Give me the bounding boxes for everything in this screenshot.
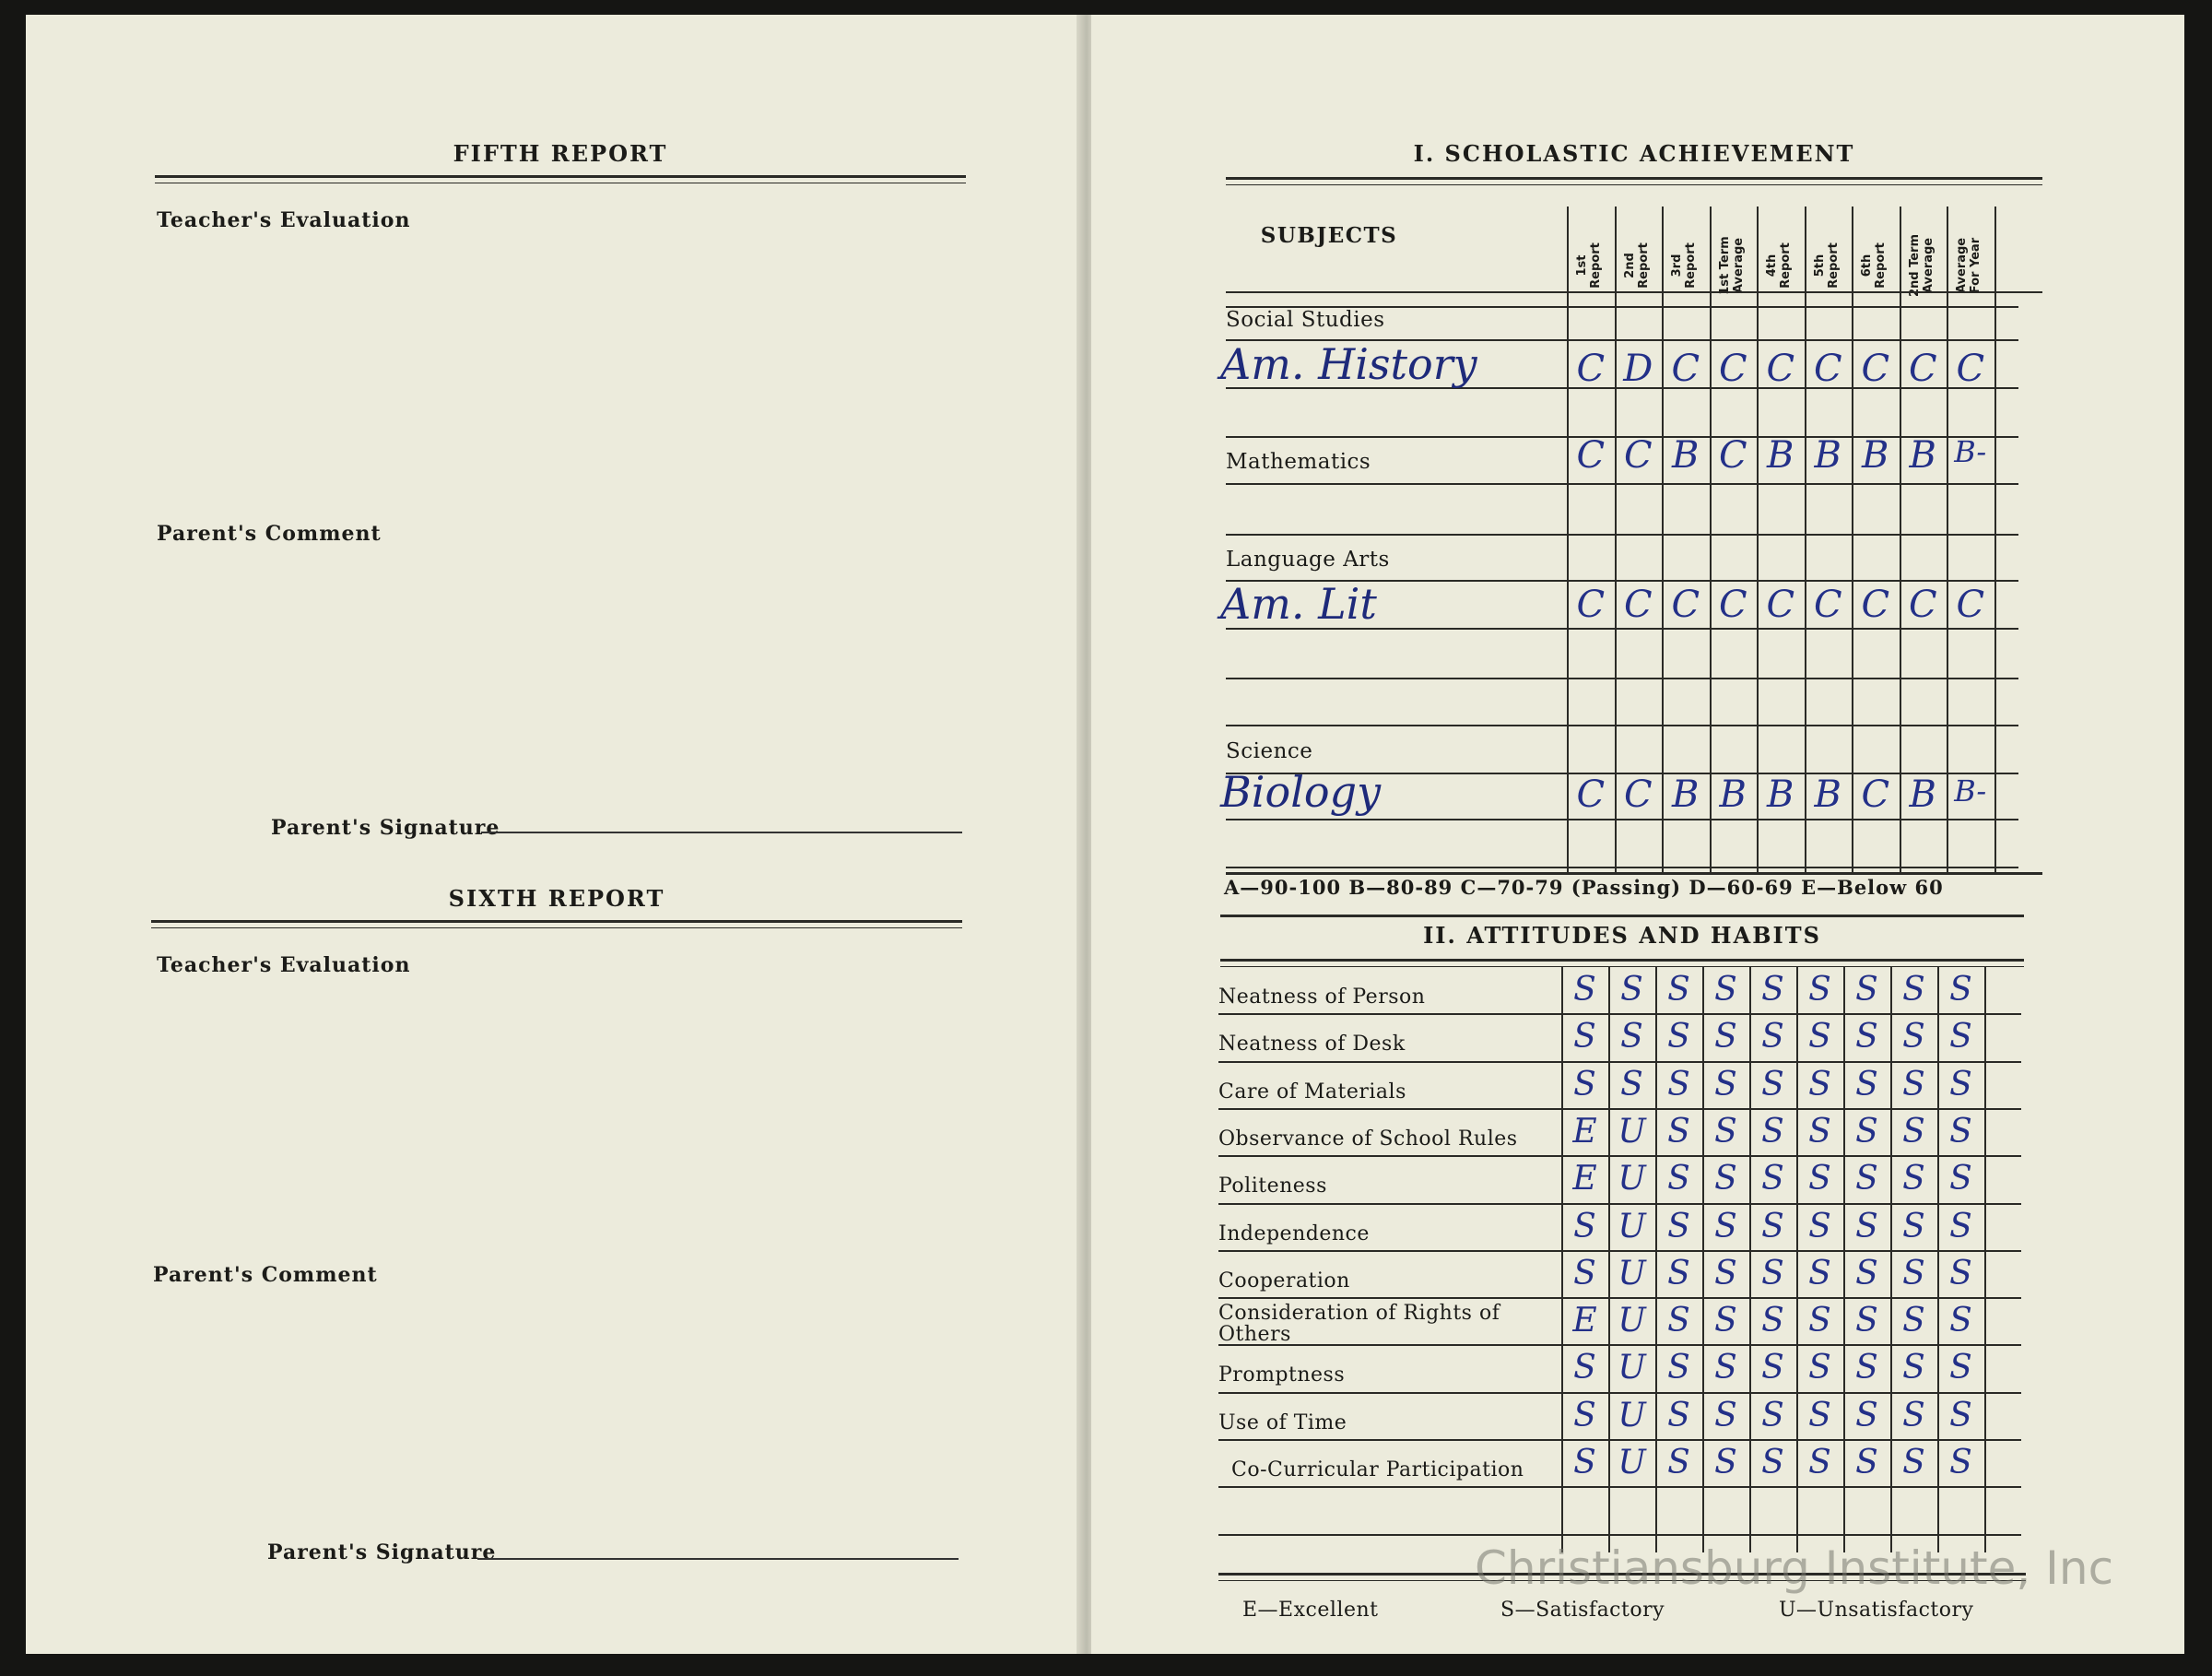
column-header	[1853, 210, 1897, 321]
habit-grade-mark: S	[1573, 1444, 1596, 1481]
habit-row-line	[1218, 1534, 2021, 1536]
habit-grade-mark: S	[1855, 1444, 1878, 1481]
habit-grade-mark: S	[1949, 1018, 1972, 1056]
habit-grade-mark: U	[1618, 1160, 1646, 1198]
habit-grade-mark: S	[1761, 1254, 1784, 1292]
habit-grade-mark: S	[1808, 1018, 1831, 1056]
habit-row-line	[1218, 1155, 2021, 1157]
column-header-label: 1st Report	[1575, 242, 1603, 289]
habit-grade-mark: S	[1808, 1302, 1831, 1340]
sixth-parent-signature-label: Parent's Signature	[267, 1540, 497, 1564]
habit-grade-mark: S	[1902, 971, 1925, 1009]
habit-grade-mark: S	[1667, 1207, 1690, 1245]
habit-grade-mark: S	[1949, 1254, 1972, 1292]
grade-mark: B-	[1954, 773, 1987, 808]
sixth-teacher-evaluation-label: Teacher's Evaluation	[157, 953, 411, 977]
habit-grade-mark: S	[1761, 1444, 1784, 1481]
habit-grade-mark: S	[1808, 1112, 1831, 1151]
habit-grade-mark: S	[1620, 1018, 1643, 1056]
grade-mark: C	[1576, 348, 1606, 390]
habit-grade-mark: S	[1761, 1396, 1784, 1434]
habit-grade-mark: S	[1808, 1254, 1831, 1292]
habit-grade-mark: S	[1855, 1207, 1878, 1245]
column-header-label: 3rd Report	[1670, 242, 1698, 289]
grade-mark: C	[1671, 584, 1700, 626]
habit-grade-mark: S	[1855, 1302, 1878, 1340]
habit-grade-mark: S	[1667, 1160, 1690, 1198]
subject-handwritten: Am. Lit	[1220, 579, 1377, 629]
habit-grade-mark: U	[1618, 1112, 1646, 1151]
habit-grade-mark: S	[1902, 1444, 1925, 1481]
grade-mark: C	[1718, 348, 1747, 390]
fifth-teacher-evaluation-label: Teacher's Evaluation	[157, 208, 411, 232]
habit-grade-mark: S	[1573, 971, 1596, 1009]
grade-mark: B	[1909, 434, 1936, 477]
habit-grade-mark: S	[1855, 1112, 1878, 1151]
sixth-parent-comment-label: Parent's Comment	[153, 1263, 378, 1287]
habit-grade-mark: S	[1714, 1302, 1737, 1340]
column-header-label: 6th Report	[1860, 242, 1888, 289]
grade-mark: B	[1672, 773, 1700, 816]
habit-grade-mark: S	[1902, 1302, 1925, 1340]
habit-label: Cooperation	[1218, 1269, 1350, 1292]
habit-label: Politeness	[1218, 1174, 1327, 1198]
habit-grade-mark: S	[1667, 1302, 1690, 1340]
habit-grade-mark: S	[1714, 1444, 1737, 1481]
subject-category-label: Social Studies	[1226, 308, 1385, 332]
habit-grade-mark: S	[1949, 1160, 1972, 1198]
column-header	[1663, 210, 1707, 321]
subject-handwritten: Biology	[1220, 767, 1382, 817]
grade-mark: B	[1672, 434, 1700, 477]
habit-grade-mark: S	[1808, 1396, 1831, 1434]
habit-grade-mark: U	[1618, 1254, 1646, 1292]
habit-grade-mark: S	[1761, 1112, 1784, 1151]
grade-mark: D	[1623, 348, 1653, 390]
habit-grade-mark: S	[1902, 1160, 1925, 1198]
habit-grade-mark: S	[1949, 971, 1972, 1009]
sixth-report-title: SIXTH REPORT	[448, 885, 665, 912]
habit-column-line	[1984, 966, 1986, 1552]
grade-mark: B	[1767, 434, 1794, 477]
habit-row-line	[1218, 1439, 2021, 1441]
habit-row-line	[1218, 1013, 2021, 1015]
column-header	[1568, 210, 1612, 321]
grade-mark: B	[1767, 773, 1794, 816]
subject-category-label: Science	[1226, 739, 1313, 763]
habit-grade-mark: S	[1573, 1396, 1596, 1434]
habit-grade-mark: S	[1714, 1112, 1737, 1151]
habit-grade-mark: S	[1902, 1254, 1925, 1292]
grid-bottom-line	[1226, 872, 2042, 875]
habit-label: Use of Time	[1218, 1410, 1347, 1434]
grade-mark: B	[1862, 434, 1889, 477]
habit-grade-mark: S	[1667, 1018, 1690, 1056]
grid-line	[1226, 725, 2018, 726]
grade-mark: C	[1861, 773, 1890, 816]
grade-mark: C	[1718, 584, 1747, 626]
habit-grade-mark: S	[1573, 1065, 1596, 1104]
habit-row-line	[1218, 1061, 2021, 1063]
habit-grade-mark: S	[1855, 971, 1878, 1009]
habit-grade-mark: S	[1949, 1207, 1972, 1245]
habit-grade-mark: S	[1667, 971, 1690, 1009]
habit-grade-mark: E	[1572, 1302, 1597, 1340]
grade-mark: C	[1623, 584, 1653, 626]
habit-label: Observance of School Rules	[1218, 1127, 1518, 1151]
fifth-report-title: FIFTH REPORT	[453, 140, 668, 167]
sixth-report-rule	[151, 920, 962, 928]
sixth-signature-line[interactable]	[477, 1558, 959, 1560]
habit-grade-mark: S	[1761, 971, 1784, 1009]
attitudes-title: II. ATTITUDES AND HABITS	[1423, 922, 1821, 949]
habit-grade-mark: S	[1714, 971, 1737, 1009]
habit-grade-mark: U	[1618, 1349, 1646, 1387]
column-header-label: Average For Year	[1955, 237, 1983, 294]
subject-handwritten: Am. History	[1220, 339, 1477, 389]
habit-grade-mark: S	[1761, 1160, 1784, 1198]
column-header-label: 2nd Term Average	[1907, 233, 1936, 298]
habit-grade-mark: S	[1667, 1444, 1690, 1481]
habit-grade-mark: S	[1761, 1349, 1784, 1387]
grade-mark: C	[1861, 584, 1890, 626]
grade-mark: C	[1908, 584, 1937, 626]
habit-row-line	[1218, 1297, 2021, 1299]
habit-grade-mark: S	[1855, 1349, 1878, 1387]
habit-row-line	[1218, 1108, 2021, 1110]
grade-mark: C	[1908, 348, 1937, 390]
habit-grade-mark: E	[1572, 1160, 1597, 1198]
grade-mark: C	[1956, 584, 1985, 626]
grade-mark: C	[1813, 584, 1842, 626]
habit-grade-mark: U	[1618, 1396, 1646, 1434]
habit-grade-mark: S	[1808, 1160, 1831, 1198]
habit-grade-mark: U	[1618, 1444, 1646, 1481]
grade-mark: C	[1576, 434, 1606, 477]
subject-category-label: Language Arts	[1226, 548, 1390, 572]
habit-row-line	[1218, 1392, 2021, 1394]
habit-grade-mark: S	[1855, 1254, 1878, 1292]
grade-mark: B-	[1954, 434, 1987, 469]
habit-row-line	[1218, 1203, 2021, 1205]
habit-grade-mark: S	[1902, 1112, 1925, 1151]
grade-mark: C	[1576, 773, 1606, 816]
habit-grade-mark: S	[1714, 1349, 1737, 1387]
habit-grade-mark: S	[1761, 1207, 1784, 1245]
grade-mark: B	[1814, 773, 1841, 816]
fifth-signature-line[interactable]	[481, 832, 962, 833]
fifth-parent-signature-label: Parent's Signature	[271, 816, 500, 840]
grade-mark: B	[1814, 434, 1841, 477]
fifth-report-rule	[155, 175, 966, 183]
grade-mark: B	[1909, 773, 1936, 816]
habit-label: Care of Materials	[1218, 1080, 1406, 1104]
habit-grade-mark: S	[1667, 1065, 1690, 1104]
column-header-label: 5th Report	[1812, 242, 1841, 289]
grade-mark: C	[1956, 348, 1985, 390]
habit-grade-mark: S	[1808, 1349, 1831, 1387]
habit-label: Independence	[1218, 1222, 1370, 1245]
column-header	[1900, 210, 1945, 321]
habit-grade-mark: S	[1902, 1018, 1925, 1056]
scholastic-title: I. SCHOLASTIC ACHIEVEMENT	[1413, 140, 1855, 167]
habit-grade-mark: S	[1573, 1349, 1596, 1387]
habit-grade-mark: E	[1572, 1112, 1597, 1151]
habit-grade-mark: S	[1714, 1065, 1737, 1104]
attitudes-top-rule	[1220, 915, 2024, 917]
habit-grade-mark: S	[1949, 1349, 1972, 1387]
habit-grade-mark: S	[1620, 971, 1643, 1009]
grid-line	[1226, 867, 2018, 868]
habit-grade-mark: S	[1855, 1065, 1878, 1104]
habit-grade-mark: S	[1949, 1065, 1972, 1104]
left-page	[26, 15, 1083, 1654]
habit-grade-mark: S	[1714, 1160, 1737, 1198]
scholastic-rule	[1226, 177, 2042, 185]
habit-grade-mark: S	[1949, 1112, 1972, 1151]
attitudes-rule	[1220, 959, 2024, 967]
grade-mark: B	[1719, 773, 1747, 816]
legend-excellent: E—Excellent	[1242, 1599, 1379, 1622]
grade-mark: C	[1623, 773, 1653, 816]
grade-mark: C	[1671, 348, 1700, 390]
habit-grade-mark: S	[1902, 1207, 1925, 1245]
grade-scale: A—90-100 B—80-89 C—70-79 (Passing) D—60-69 E—Below 60	[1224, 876, 1944, 899]
habit-grade-mark: S	[1667, 1349, 1690, 1387]
habit-grade-mark: S	[1949, 1444, 1972, 1481]
fifth-parent-comment-label: Parent's Comment	[157, 522, 382, 546]
habit-grade-mark: S	[1573, 1018, 1596, 1056]
habit-grade-mark: S	[1667, 1396, 1690, 1434]
habit-grade-mark: S	[1808, 1065, 1831, 1104]
subjects-header: SUBJECTS	[1260, 223, 1398, 248]
habit-grade-mark: S	[1949, 1396, 1972, 1434]
watermark: Christiansburg Institute, Inc	[1475, 1541, 2114, 1595]
habit-grade-mark: U	[1618, 1207, 1646, 1245]
habit-row-line	[1218, 1250, 2021, 1252]
habit-grade-mark: S	[1714, 1207, 1737, 1245]
habit-label: Consideration of Rights of Others	[1218, 1302, 1500, 1347]
habit-grade-mark: S	[1573, 1207, 1596, 1245]
column-header	[1711, 210, 1755, 321]
grade-mark: C	[1718, 434, 1747, 477]
habit-grade-mark: S	[1667, 1112, 1690, 1151]
habit-grade-mark: S	[1620, 1065, 1643, 1104]
column-header	[1616, 210, 1660, 321]
column-header-label: 4th Report	[1765, 242, 1793, 289]
habit-label: Co-Curricular Participation	[1231, 1458, 1524, 1481]
grid-line	[1226, 291, 2042, 293]
column-header	[1947, 210, 1992, 321]
habit-grade-mark: S	[1761, 1302, 1784, 1340]
habit-grade-mark: S	[1855, 1018, 1878, 1056]
grade-mark: C	[1623, 434, 1653, 477]
right-page	[1091, 15, 2184, 1654]
column-header-label: 2nd Report	[1622, 242, 1651, 289]
habit-grade-mark: S	[1855, 1160, 1878, 1198]
habit-grade-mark: S	[1808, 1444, 1831, 1481]
grid-line	[1226, 534, 2018, 536]
column-header-label: 1st Term Average	[1717, 236, 1746, 295]
habit-grade-mark: S	[1902, 1065, 1925, 1104]
habit-grade-mark: S	[1761, 1065, 1784, 1104]
habit-grade-mark: S	[1808, 971, 1831, 1009]
habit-label: Neatness of Person	[1218, 986, 1426, 1009]
habit-grade-mark: S	[1902, 1349, 1925, 1387]
habit-grade-mark: U	[1618, 1302, 1646, 1340]
habit-grade-mark: S	[1949, 1302, 1972, 1340]
habit-label: Neatness of Desk	[1218, 1033, 1406, 1056]
habit-label: Promptness	[1218, 1363, 1346, 1387]
habit-grade-mark: S	[1761, 1018, 1784, 1056]
habit-grade-mark: S	[1808, 1207, 1831, 1245]
habit-grade-mark: S	[1714, 1018, 1737, 1056]
legend-satisfactory: S—Satisfactory	[1500, 1599, 1665, 1622]
grid-line	[1226, 819, 2018, 820]
habit-grade-mark: S	[1667, 1254, 1690, 1292]
column-header	[1806, 210, 1850, 321]
column-header	[1758, 210, 1802, 321]
grid-line	[1226, 483, 2018, 485]
subject-category-label: Mathematics	[1226, 450, 1371, 474]
habit-grade-mark: S	[1902, 1396, 1925, 1434]
habit-grade-mark: S	[1855, 1396, 1878, 1434]
grade-mark: C	[1766, 348, 1795, 390]
habit-row-line	[1218, 1486, 2021, 1488]
habit-grade-mark: S	[1714, 1254, 1737, 1292]
habit-grade-mark: S	[1573, 1254, 1596, 1292]
grade-mark: C	[1813, 348, 1842, 390]
habit-grade-mark: S	[1714, 1396, 1737, 1434]
grade-mark: C	[1576, 584, 1606, 626]
grade-mark: C	[1861, 348, 1890, 390]
grid-line	[1226, 678, 2018, 679]
legend-unsatisfactory: U—Unsatisfactory	[1779, 1599, 1974, 1622]
grade-mark: C	[1766, 584, 1795, 626]
